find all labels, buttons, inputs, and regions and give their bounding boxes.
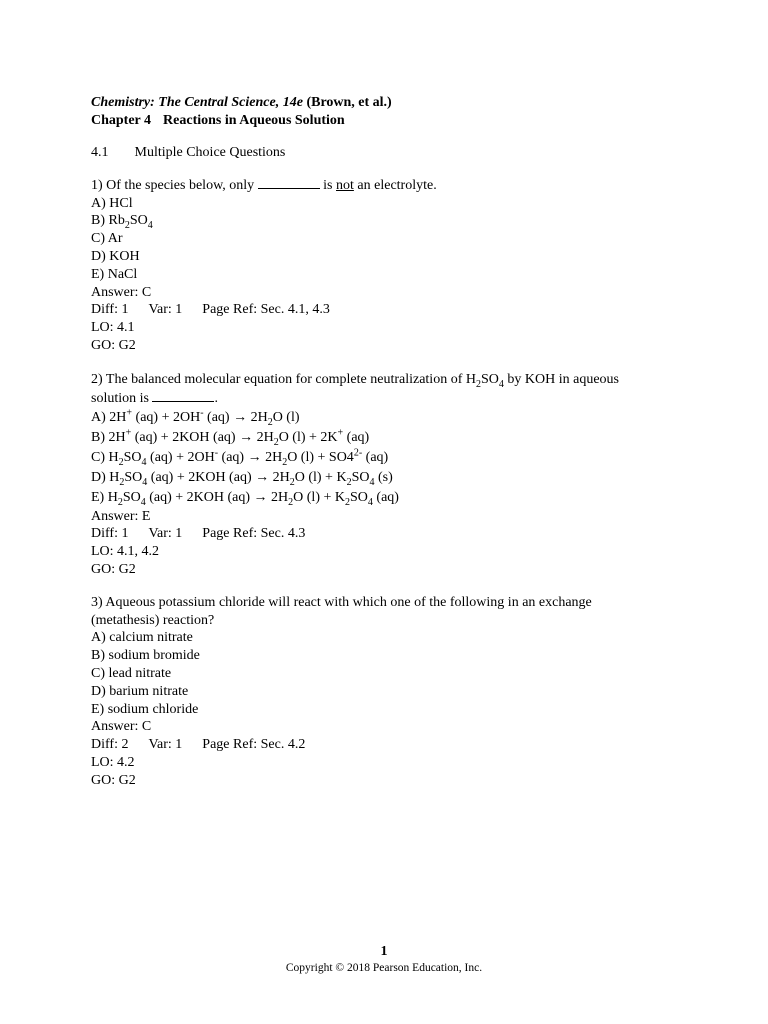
authors: (Brown, et al.)	[302, 95, 392, 110]
question-1	[91, 177, 691, 355]
question-stem: 3) Aqueous potassium chloride will react with which one of the following in an exchange	[91, 594, 592, 610]
option-e: E) $H_2SO_4$ (aq) + 2KOH $(aq) \to 2H_2O$ $(l) + K_2SO_4$ (aq)	[91, 489, 399, 508]
option-a: A) 2H+ (aq) + 2OH- $(aq) \to 2H_2O$ (l)	[91, 406, 300, 428]
option-b: B) 2H+ (aq) + 2KOH $(aq) \to 2H_2O$ (l) + 2K+ (aq)	[91, 426, 370, 448]
answer: Answer: E	[91, 508, 151, 524]
answer: Answer: C	[91, 284, 152, 300]
metadata: Diff: 1 Var: 1 Page Ref: Sec. 4.1, 4.3	[91, 302, 330, 318]
learning-objective: LO: 4.2	[91, 754, 135, 770]
option-e: E) NaCl	[91, 266, 138, 282]
page-number: 1	[380, 944, 388, 959]
question-3	[91, 594, 691, 790]
question-stem: 2) The balanced molecular equation for complete neutralization of $H_2SO_4$ by KOH in aqueous	[91, 371, 619, 390]
answer-blank	[152, 390, 214, 402]
question-stem-cont: (metathesis) reaction?	[91, 612, 215, 628]
option-c: C) Ar	[91, 231, 123, 247]
option-a: A) calcium nitrate	[91, 630, 193, 646]
option-a: A) HCl	[91, 195, 133, 211]
answer: Answer: C	[91, 719, 152, 735]
learning-objective: LO: 4.1	[91, 320, 135, 336]
copyright: Copyright © 2018 Pearson Education, Inc.	[285, 962, 483, 974]
option-d: D) $H_2SO_4$ (aq) + 2KOH $(aq) \to 2H_2O$ $(l) + K_2SO_4$ (s)	[91, 469, 393, 488]
metadata: Diff: 1 Var: 1 Page Ref: Sec. 4.3	[91, 526, 306, 542]
section-heading: 4.1 Multiple Choice Questions	[91, 145, 286, 160]
document-page	[91, 94, 691, 790]
global-outcome: GO: G2	[91, 337, 136, 353]
question-2	[91, 370, 691, 579]
book-title: Chemistry: The Central Science, 14e	[91, 95, 303, 110]
answer-blank	[258, 177, 320, 189]
option-e: E) sodium chloride	[91, 701, 199, 717]
document-header	[91, 94, 691, 129]
global-outcome: GO: G2	[91, 561, 136, 577]
option-c: C) $H_2SO_4$ (aq) + 2OH- $(aq) \to 2H_2O$ $(l) + SO4^{2-}$ (aq)	[91, 446, 389, 468]
chapter-number: Chapter 4	[91, 112, 152, 128]
metadata: Diff: 2 Var: 1 Page Ref: Sec. 4.2	[91, 737, 306, 753]
global-outcome: GO: G2	[91, 772, 136, 788]
learning-objective: LO: 4.1, 4.2	[91, 544, 160, 560]
option-b: B) sodium bromide	[91, 648, 200, 664]
question-stem-cont: solution is .	[91, 390, 218, 406]
chapter-title: Reactions in Aqueous Solution	[163, 112, 345, 128]
option-d: D) barium nitrate	[91, 683, 189, 699]
option-c: C) lead nitrate	[91, 665, 172, 681]
option-d: D) KOH	[91, 248, 140, 264]
question-stem: 1) Of the species below, only is not an electrolyte.	[91, 177, 437, 193]
option-b: B) $Rb_2SO_4$	[91, 213, 153, 232]
